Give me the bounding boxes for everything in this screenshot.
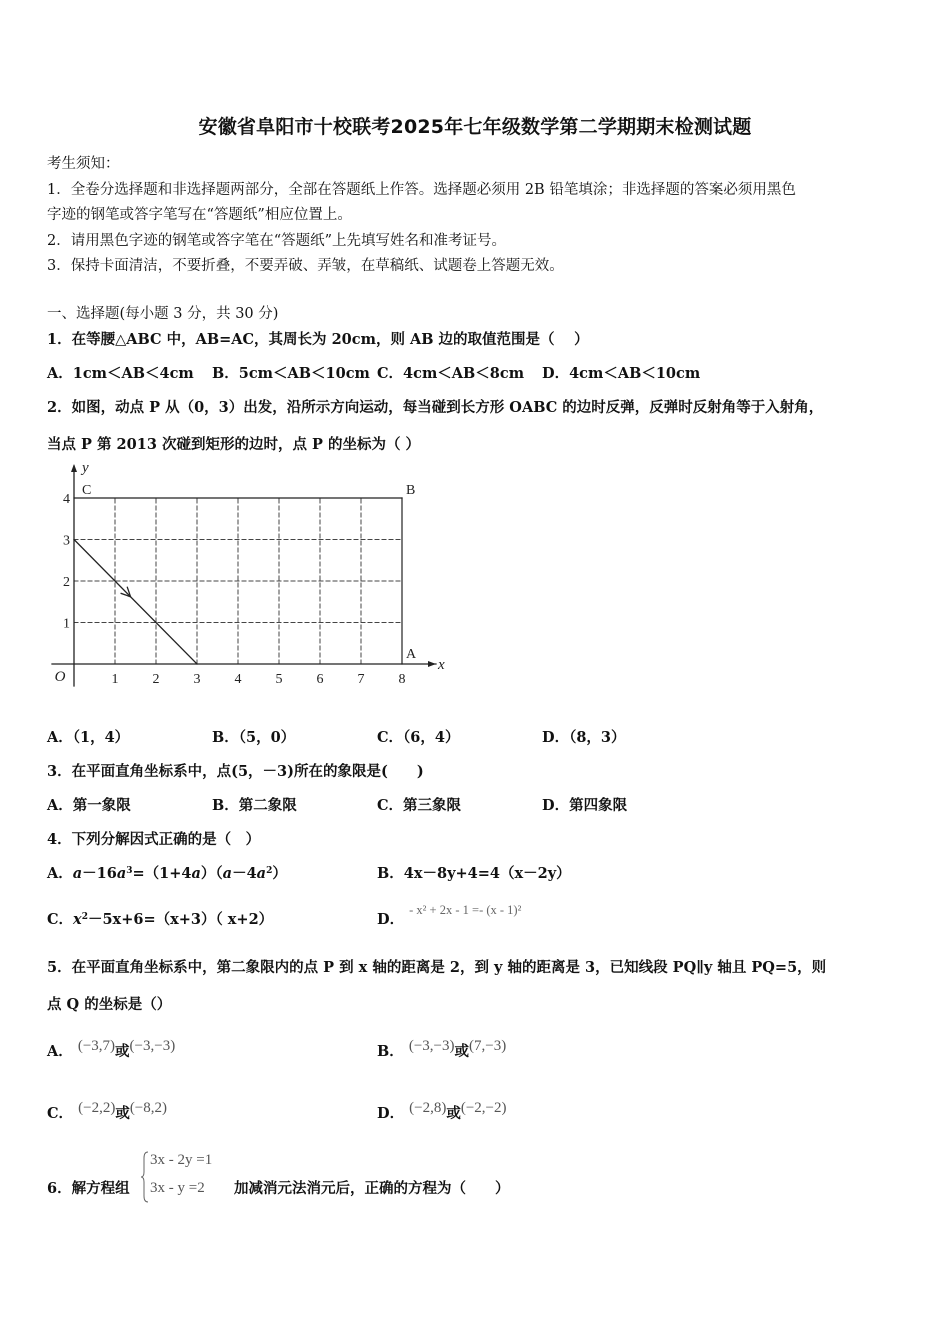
q4-option-d — [377, 903, 522, 929]
q4-option-d-label: D． — [377, 911, 405, 928]
q5-option-c-point-2: (−8,2) — [129, 1100, 168, 1116]
x-tick-label: 5 — [275, 672, 283, 687]
notice-item-1-line-1: 1．全卷分选择题和非选择题两部分，全部在答题纸上作答。选择题必须用 2B 铅笔填涂；非选择题的答案必须用黑色 — [47, 182, 796, 198]
q4-a-exponent: 3 — [126, 866, 133, 876]
p-motion-path — [74, 540, 197, 665]
q2-coordinate-figure — [40, 455, 450, 700]
q5-option-d-point-1: (−2,8) — [409, 1100, 447, 1116]
q4-option-d-formula: - x² + 2x - 1 =- (x - 1)² — [409, 903, 522, 917]
q4-option-a-label: A． — [47, 865, 73, 882]
notice-item-1-line-2: 字迹的钢笔或答字笔写在“答题纸”相应位置上。 — [47, 207, 352, 223]
x-tick-label: 6 — [316, 672, 324, 687]
q4-a-part: －4 — [232, 865, 257, 882]
y-tick-label: 4 — [63, 492, 70, 507]
corner-label-b: B — [406, 483, 416, 498]
q4-a-var: a — [222, 865, 233, 882]
q5-option-c — [47, 1102, 167, 1123]
q5-or: 或 — [454, 1043, 469, 1060]
x-tick-label: 4 — [234, 672, 242, 687]
q2-option-d: D．（8，3） — [542, 729, 626, 746]
q1-option-c: C．4cm＜AB＜8cm — [377, 365, 525, 382]
page-title: 安徽省阜阳市十校联考2025年七年级数学第二学期期末检测试题 — [198, 116, 752, 138]
q2-stem-line-2: 当点 P 第 2013 次碰到矩形的边时，点 P 的坐标为（ ） — [47, 436, 420, 453]
q5-option-c-label: C． — [47, 1105, 74, 1122]
corner-label-a: A — [406, 647, 417, 662]
q4-a-var: a — [72, 865, 83, 882]
x-tick-label: 8 — [398, 672, 406, 687]
q2-option-c: C．（6，4） — [377, 729, 460, 746]
q4-a-part: ）（ — [200, 865, 223, 882]
y-tick-label: 2 — [63, 575, 70, 590]
q1-option-d: D．4cm＜AB＜10cm — [542, 365, 701, 382]
q4-a-part: =（1+4 — [132, 865, 192, 882]
q3-option-b: B．第二象限 — [212, 797, 297, 814]
q5-option-a-point-2: (−3,−3) — [129, 1038, 176, 1054]
notice-item-3: 3．保持卡面清洁，不要折叠，不要弄破、弄皱，在草稿纸、试题卷上答题无效。 — [47, 258, 564, 274]
origin-label: O — [54, 669, 66, 685]
q4-a-var: a — [116, 865, 127, 882]
x-tick-label: 2 — [152, 672, 160, 687]
q4-option-a — [47, 862, 287, 883]
section-heading: 一、选择题(每小题 3 分，共 30 分) — [47, 306, 279, 322]
y-tick-label: 3 — [63, 533, 70, 549]
q3-option-c: C．第三象限 — [377, 797, 462, 814]
q1-stem: 1．在等腰△ABC 中，AB=AC，其周长为 20cm，则 AB 边的取值范围是（ ） — [47, 331, 589, 348]
q5-option-a — [47, 1040, 175, 1061]
q4-stem: 4．下列分解因式正确的是（ ） — [47, 831, 261, 848]
q4-c-exponent: 2 — [81, 912, 88, 922]
y-axis-arrow — [71, 464, 77, 472]
q4-a-part: －16 — [82, 865, 117, 882]
x-axis-label: x — [438, 657, 445, 673]
q4-option-c-label: C． — [47, 911, 74, 928]
q5-or: 或 — [115, 1043, 130, 1060]
notice-heading: 考生须知： — [47, 156, 120, 172]
y-axis-label: y — [82, 460, 89, 476]
q4-option-c — [47, 908, 273, 929]
q5-option-c-point-1: (−2,2) — [78, 1100, 116, 1116]
q5-option-b-point-1: (−3,−3) — [408, 1038, 455, 1054]
x-tick-label: 1 — [111, 672, 119, 687]
q4-a-part: ） — [272, 865, 287, 882]
q4-a-exponent: 2 — [266, 866, 273, 876]
q2-stem-line-1: 2．如图，动点 P 从（0，3）出发，沿所示方向运动，每当碰到长方形 OABC 的边时反弹，反弹时反射角等于入射角， — [47, 399, 824, 416]
q5-option-b-label: B． — [377, 1043, 404, 1060]
q6-system-brace — [140, 1150, 150, 1204]
q2-option-a: A．（1，4） — [47, 729, 130, 746]
y-tick-label: 1 — [63, 616, 70, 632]
q5-option-d-label: D． — [377, 1105, 405, 1122]
q1-option-a: A．1cm＜AB＜4cm — [47, 365, 194, 382]
q4-c-var: x — [73, 911, 82, 928]
q3-option-d: D．第四象限 — [542, 797, 628, 814]
q2-option-b: B．（5，0） — [212, 729, 296, 746]
x-axis-arrow — [428, 661, 436, 667]
q5-option-d — [377, 1102, 507, 1123]
q4-c-part: －5x+6=（x+3）（ x+2） — [87, 911, 274, 928]
q3-stem: 3．在平面直角坐标系中，点(5，－3)所在的象限是( ) — [47, 763, 424, 780]
x-tick-label: 3 — [193, 672, 201, 687]
q4-option-b: B．4x－8y+4=4（x－2y） — [377, 865, 571, 882]
q6-suffix: 加减消元法消元后，正确的方程为（ ） — [234, 1180, 510, 1197]
q5-stem-line-2: 点 Q 的坐标是（） — [47, 996, 172, 1013]
q3-option-a: A．第一象限 — [47, 797, 131, 814]
q5-option-b-point-2: (7,−3) — [469, 1038, 507, 1054]
x-tick-label: 7 — [357, 672, 365, 687]
q4-a-var: a — [191, 865, 201, 882]
q5-or: 或 — [446, 1105, 461, 1122]
corner-label-c: C — [82, 483, 92, 498]
q5-option-a-point-1: (−3,7) — [77, 1038, 116, 1054]
q6-equation-1: 3x - 2y =1 — [150, 1152, 213, 1168]
q4-a-var: a — [256, 865, 267, 882]
q6-equation-2: 3x - y =2 — [150, 1180, 205, 1196]
q5-option-a-label: A． — [47, 1043, 73, 1060]
q6-prefix: 6．解方程组 — [47, 1180, 130, 1197]
notice-item-2: 2．请用黑色字迹的钢笔或答字笔在“答题纸”上先填写姓名和准考证号。 — [47, 233, 507, 249]
q5-stem-line-1: 5．在平面直角坐标系中，第二象限内的点 P 到 x 轴的距离是 2，到 y 轴的距离是 3，已知线段 PQ∥y 轴且 PQ=5，则 — [47, 959, 827, 976]
q1-option-b: B．5cm＜AB＜10cm — [212, 365, 370, 382]
q5-option-b — [377, 1040, 506, 1061]
q5-or: 或 — [115, 1105, 130, 1122]
q5-option-d-point-2: (−2,−2) — [460, 1100, 507, 1116]
